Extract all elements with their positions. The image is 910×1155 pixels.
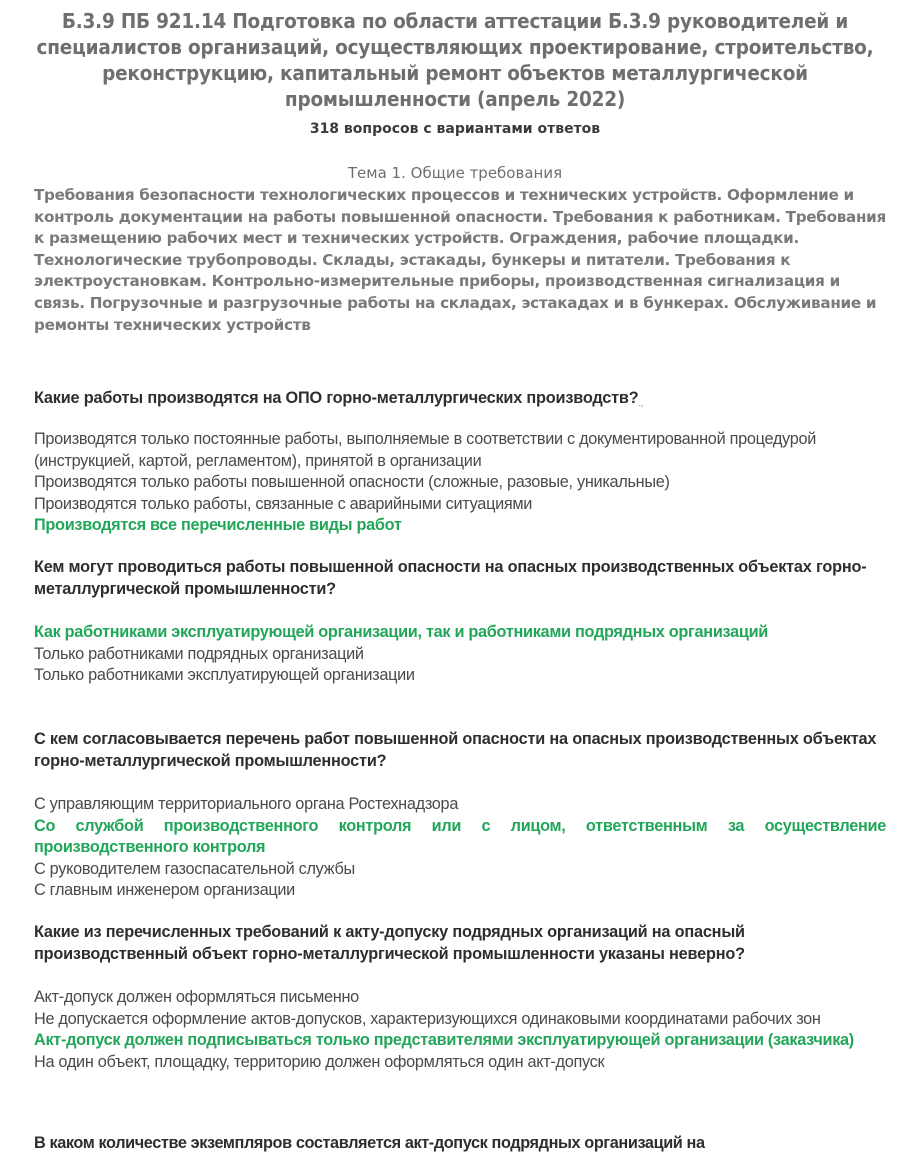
answer-option: Только работниками подрядных организаций bbox=[34, 644, 364, 663]
answer-option: С главным инженером организации bbox=[34, 881, 295, 899]
answer-list-3 bbox=[34, 794, 886, 902]
answer-option-correct: Акт-допуск должен подписываться только представителями эксплуатирующей организации (заказчика) bbox=[34, 1031, 854, 1049]
answer-option: Не допускается оформление актов-допусков, характеризующихся одинаковыми координатами рабочих зон bbox=[34, 1009, 821, 1028]
answer-option: Акт-допуск должен оформляться письменно bbox=[34, 988, 359, 1006]
answer-option: Производятся только работы, связанные с аварийными ситуациями bbox=[34, 494, 533, 513]
question-2: Кем могут проводиться работы повышенной опасности на опасных производственных объектах горно-металлургической промышленности? bbox=[34, 558, 867, 598]
answer-option: На один объект, площадку, территорию должен оформляться один акт-допуск bbox=[34, 1052, 605, 1071]
document-title: Б.3.9 ПБ 921.14 Подготовка по области аттестации Б.3.9 руководителей и специалистов организаций, осуществляющих проектирование, строительство, реконструкцию, капитальный ремонт объектов металлургической промышленности (апрель 2022) bbox=[36, 9, 874, 111]
answer-list-4 bbox=[34, 987, 886, 1073]
topic-description: Требования безопасности технологических процессов и технических устройств. Оформление и контроль документации на работы повышенной опасности. Требования к работникам. Требования к размещению рабочих мест и технических устройств. Ограждения, рабочие площадки. Технологические трубопроводы. Склады, эстакады, бункеры и питатели. Требования к электроустановкам. Контрольно-измерительные приборы, производственная сигнализация и связь. Погрузочные и разгрузочные работы на складах, эстакадах и в бункерах. Обслуживание и ремонты технических устройств bbox=[34, 186, 886, 334]
topic-title: Тема 1. Общие требования bbox=[347, 164, 563, 182]
answer-option: С управляющим территориального органа Ростехнадзора bbox=[34, 795, 459, 813]
question-text: Какие работы производятся на ОПО горно-металлургических производств? bbox=[34, 389, 639, 407]
question-4: Какие из перечисленных требований к акту-допуску подрядных организаций на опасный производственный объект горно-металлургической промышленности указаны неверно? bbox=[34, 923, 745, 963]
answer-option: С руководителем газоспасательной службы bbox=[34, 859, 355, 878]
question-mark-glyph: ., bbox=[638, 398, 644, 408]
document-subtitle: 318 вопросов с вариантами ответов bbox=[309, 121, 601, 137]
answer-option-correct: Со службой производственного контроля или с лицом, ответственным за осуществление производственного контроля bbox=[34, 816, 886, 856]
answer-option: Производятся только работы повышенной опасности (сложные, разовые, уникальные) bbox=[34, 473, 670, 491]
answer-option-correct: Производятся все перечисленные виды работ bbox=[34, 516, 402, 534]
answer-option: Производятся только постоянные работы, выполняемые в соответствии с документированной процедурой (инструкцией, картой, регламентом), принятой в организации bbox=[34, 430, 817, 470]
question-3: С кем согласовывается перечень работ повышенной опасности на опасных производственных объектах горно-металлургической промышленности? bbox=[34, 730, 877, 770]
answer-list-2 bbox=[34, 622, 886, 687]
question-1 bbox=[34, 388, 886, 415]
answer-option: Только работниками эксплуатирующей организации bbox=[34, 666, 415, 684]
answer-option-correct: Как работниками эксплуатирующей организации, так и работниками подрядных организаций bbox=[34, 623, 769, 641]
question-5-partial: В каком количестве экземпляров составляется акт-допуск подрядных организаций на bbox=[34, 1134, 705, 1152]
answer-list-1 bbox=[34, 429, 886, 537]
